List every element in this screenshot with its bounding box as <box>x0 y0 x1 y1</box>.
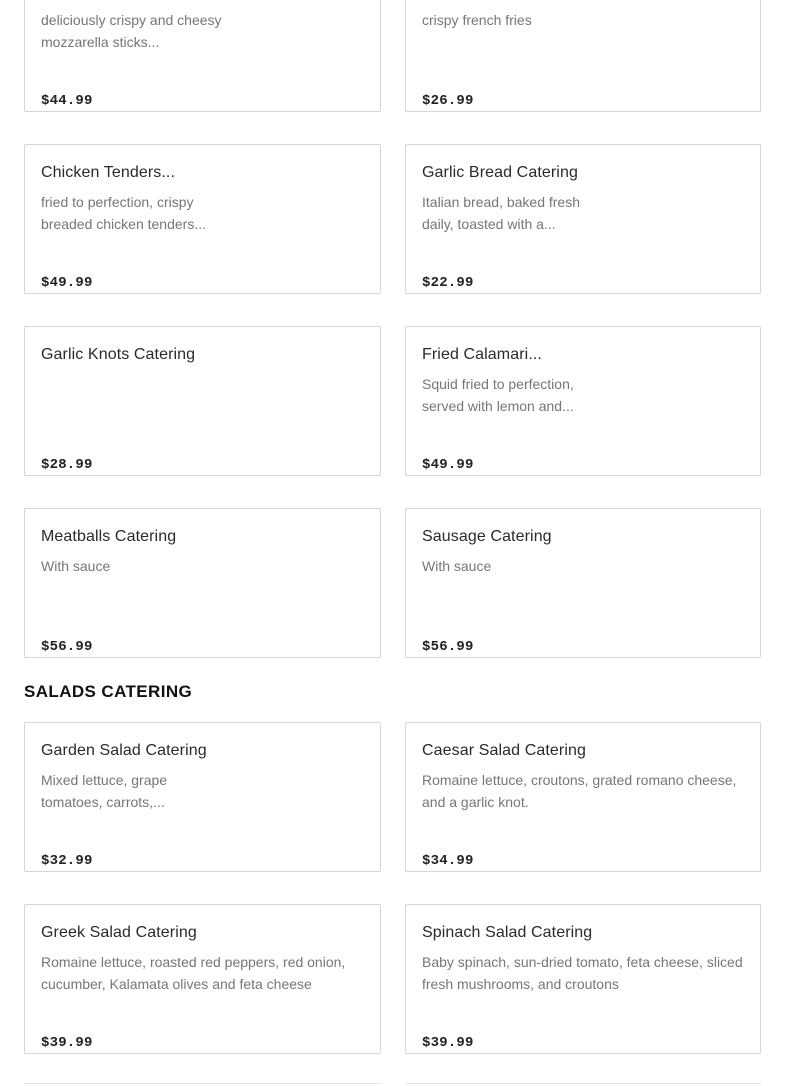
menu-item-card-caesar-salad[interactable] <box>405 722 761 872</box>
menu-item-description: Squid fried to perfection, served with lemon and... <box>422 376 574 414</box>
menu-item-title: Garden Salad Catering <box>41 742 207 759</box>
menu-item-price: $49.99 <box>422 457 474 473</box>
menu-item-price: $32.99 <box>41 853 93 869</box>
menu-item-title: Caesar Salad Catering <box>422 742 586 759</box>
menu-item-description: With sauce <box>41 558 111 574</box>
menu-item-price: $39.99 <box>41 1035 93 1051</box>
menu-item-card-mozzarella-sticks[interactable] <box>24 0 381 112</box>
salads-catering-grid <box>24 722 761 1054</box>
menu-item-title: Garlic Knots Catering <box>41 346 196 363</box>
menu-item-price: $56.99 <box>41 639 93 655</box>
menu-item-price: $28.99 <box>41 457 93 473</box>
menu-item-description: With sauce <box>422 558 492 574</box>
menu-item-title: Spinach Salad Catering <box>422 924 593 941</box>
menu-item-description: deliciously crispy and cheesy mozzarella sticks... <box>41 12 222 50</box>
menu-item-description: Baby spinach, sun-dried tomato, feta cheese, sliced fresh mushrooms, and croutons <box>422 954 743 992</box>
menu-item-card-chicken-tenders[interactable] <box>24 144 381 294</box>
menu-item-description: Mixed lettuce, grape tomatoes, carrots,... <box>41 772 168 810</box>
menu-item-price: $26.99 <box>422 93 474 109</box>
menu-item-price: $49.99 <box>41 275 93 291</box>
menu-item-card-sausage[interactable] <box>405 508 761 658</box>
menu-item-card-garden-salad[interactable] <box>24 722 381 872</box>
menu-item-price: $22.99 <box>422 275 474 291</box>
menu-item-description: Italian bread, baked fresh daily, toasted with a... <box>422 194 580 232</box>
menu-item-title: Meatballs Catering <box>41 528 177 545</box>
menu-item-description: Romaine lettuce, croutons, grated romano cheese, and a garlic knot. <box>422 772 737 810</box>
menu-item-card-garlic-bread[interactable] <box>405 144 761 294</box>
menu-item-card-garlic-knots[interactable] <box>24 326 381 476</box>
menu-item-card-meatballs[interactable] <box>24 508 381 658</box>
menu-item-card-french-fries[interactable] <box>405 0 761 112</box>
menu-item-description: crispy french fries <box>422 12 532 28</box>
menu-item-card-spinach-salad[interactable] <box>405 904 761 1054</box>
menu-item-price: $44.99 <box>41 93 93 109</box>
appetizers-catering-grid <box>24 0 761 658</box>
menu-item-description: fried to perfection, crispy breaded chicken tenders... <box>41 194 206 232</box>
menu-item-title: Sausage Catering <box>422 528 552 545</box>
menu-item-title: Fried Calamari... <box>422 346 542 363</box>
menu-item-title: Chicken Tenders... <box>41 164 176 181</box>
menu-item-card-fried-calamari[interactable] <box>405 326 761 476</box>
menu-item-price: $56.99 <box>422 639 474 655</box>
menu-item-card-greek-salad[interactable] <box>24 904 381 1054</box>
menu-item-title: Greek Salad Catering <box>41 924 197 941</box>
menu-item-price: $39.99 <box>422 1035 474 1051</box>
menu-item-title: Garlic Bread Catering <box>422 164 578 181</box>
menu-item-description: Romaine lettuce, roasted red peppers, red onion, cucumber, Kalamata olives and feta cheese <box>41 954 346 992</box>
section-heading-salads: SALADS CATERING <box>24 682 193 701</box>
menu-item-price: $34.99 <box>422 853 474 869</box>
